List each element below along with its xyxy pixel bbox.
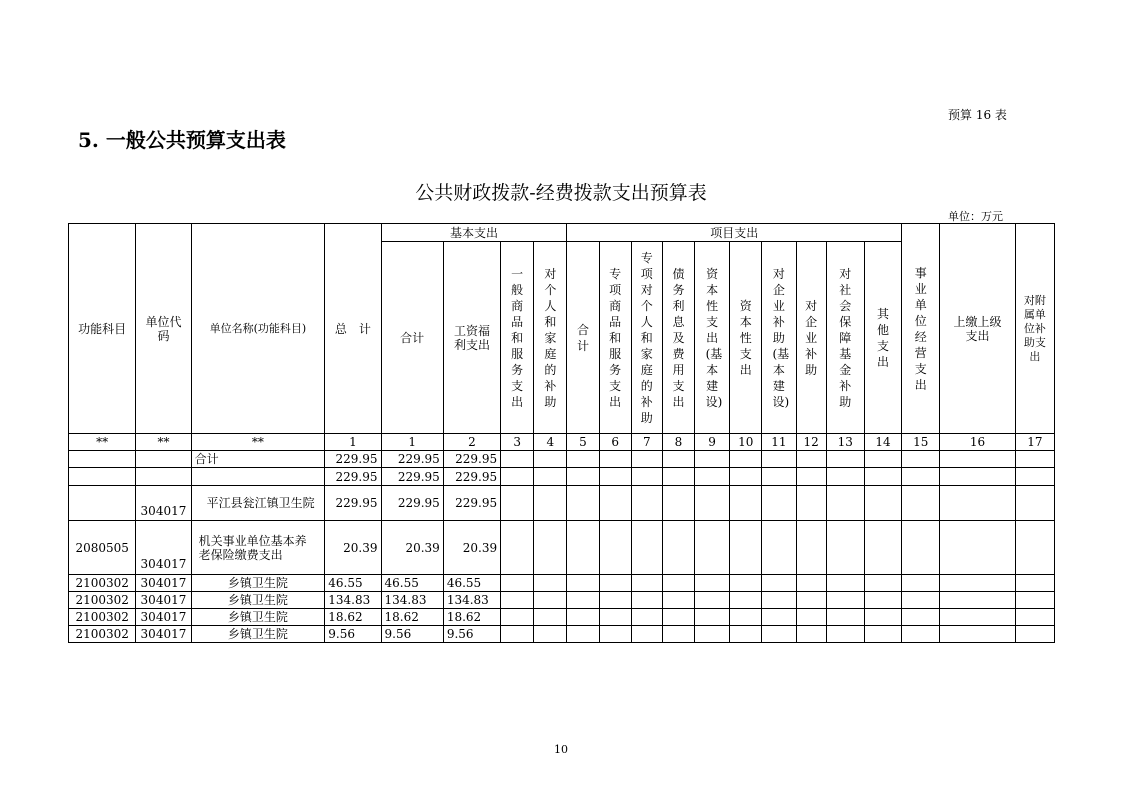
index-cell: 1: [325, 434, 381, 451]
index-cell: 14: [864, 434, 901, 451]
code-cell: [136, 451, 191, 468]
subject-cell: [69, 468, 136, 486]
empty-cell: [940, 575, 1015, 592]
empty-cell: [864, 468, 901, 486]
empty-cell: [940, 468, 1015, 486]
empty-cell: [599, 626, 631, 643]
empty-cell: [599, 451, 631, 468]
empty-cell: [1015, 521, 1054, 575]
header-capital-build: 资本性支出(基本建设): [695, 242, 730, 434]
empty-cell: [902, 521, 940, 575]
empty-cell: [902, 592, 940, 609]
subject-cell: 2100302: [69, 592, 136, 609]
header-unit-name: 单位名称(功能科目): [191, 224, 325, 434]
empty-cell: [730, 521, 762, 575]
name-cell: 平江县瓮江镇卫生院: [191, 486, 325, 521]
empty-cell: [631, 521, 662, 575]
empty-cell: [940, 626, 1015, 643]
empty-cell: [730, 575, 762, 592]
empty-cell: [762, 521, 796, 575]
empty-cell: [762, 592, 796, 609]
empty-cell: [567, 468, 599, 486]
empty-cell: [599, 592, 631, 609]
name-cell: 合计: [191, 451, 325, 468]
empty-cell: [796, 609, 826, 626]
total-cell: 134.83: [325, 592, 381, 609]
empty-cell: [662, 609, 694, 626]
empty-cell: [631, 468, 662, 486]
empty-cell: [864, 451, 901, 468]
empty-cell: [695, 626, 730, 643]
index-cell: 4: [534, 434, 567, 451]
header-goods: 一般商品和服务支出: [501, 242, 534, 434]
empty-cell: [567, 592, 599, 609]
index-cell: 10: [730, 434, 762, 451]
index-cell: **: [69, 434, 136, 451]
name-cell: 乡镇卫生院: [191, 626, 325, 643]
index-cell: 1: [381, 434, 443, 451]
name-cell: 乡镇卫生院: [191, 609, 325, 626]
empty-cell: [864, 609, 901, 626]
table-row: [69, 486, 1055, 521]
empty-cell: [599, 521, 631, 575]
index-cell: 11: [762, 434, 796, 451]
empty-cell: [1015, 592, 1054, 609]
empty-cell: [1015, 609, 1054, 626]
empty-cell: [762, 486, 796, 521]
empty-cell: [1015, 626, 1054, 643]
table-row: [69, 451, 1055, 468]
empty-cell: [534, 486, 567, 521]
header-business: 事业单位经营支出: [902, 224, 940, 434]
empty-cell: [534, 451, 567, 468]
basic-sum-cell: 229.95: [381, 468, 443, 486]
unit-label: 单位：万元: [948, 210, 1003, 223]
table-row: [69, 592, 1055, 609]
empty-cell: [826, 592, 864, 609]
empty-cell: [940, 521, 1015, 575]
code-cell: 304017: [136, 486, 191, 521]
empty-cell: [826, 486, 864, 521]
basic-sum-cell: 134.83: [381, 592, 443, 609]
empty-cell: [796, 592, 826, 609]
empty-cell: [730, 592, 762, 609]
empty-cell: [662, 626, 694, 643]
empty-cell: [695, 468, 730, 486]
empty-cell: [1015, 451, 1054, 468]
empty-cell: [1015, 486, 1054, 521]
header-personal: 对个人和家庭的补助: [534, 242, 567, 434]
empty-cell: [567, 626, 599, 643]
index-cell: **: [191, 434, 325, 451]
empty-cell: [940, 451, 1015, 468]
empty-cell: [1015, 575, 1054, 592]
index-cell: 7: [631, 434, 662, 451]
empty-cell: [730, 451, 762, 468]
empty-cell: [902, 626, 940, 643]
empty-cell: [940, 486, 1015, 521]
subject-cell: [69, 486, 136, 521]
empty-cell: [567, 609, 599, 626]
wages-cell: 134.83: [443, 592, 500, 609]
empty-cell: [730, 609, 762, 626]
index-cell: 17: [1015, 434, 1054, 451]
empty-cell: [864, 521, 901, 575]
empty-cell: [501, 451, 534, 468]
total-cell: 9.56: [325, 626, 381, 643]
empty-cell: [662, 521, 694, 575]
empty-cell: [796, 521, 826, 575]
empty-cell: [534, 468, 567, 486]
basic-sum-cell: 18.62: [381, 609, 443, 626]
wages-cell: 229.95: [443, 486, 500, 521]
index-cell: 2: [443, 434, 500, 451]
empty-cell: [501, 592, 534, 609]
table-row: [69, 609, 1055, 626]
index-cell: 12: [796, 434, 826, 451]
code-cell: [136, 468, 191, 486]
empty-cell: [695, 451, 730, 468]
empty-cell: [695, 575, 730, 592]
header-subject: 功能科目: [69, 224, 136, 434]
header-enterprise-subsidy-build: 对企业补助(基本建设): [762, 242, 796, 434]
code-cell: 304017: [136, 575, 191, 592]
empty-cell: [762, 609, 796, 626]
empty-cell: [902, 468, 940, 486]
empty-cell: [501, 575, 534, 592]
index-cell: 9: [695, 434, 730, 451]
empty-cell: [762, 575, 796, 592]
header-social-security: 对社会保障基金补助: [826, 242, 864, 434]
wages-cell: 18.62: [443, 609, 500, 626]
subject-cell: [69, 451, 136, 468]
empty-cell: [902, 486, 940, 521]
index-cell: 5: [567, 434, 599, 451]
empty-cell: [567, 575, 599, 592]
header-other: 其他支出: [864, 242, 901, 434]
empty-cell: [762, 626, 796, 643]
empty-cell: [730, 626, 762, 643]
header-total: 总 计: [325, 224, 381, 434]
subject-cell: 2100302: [69, 626, 136, 643]
empty-cell: [796, 451, 826, 468]
basic-sum-cell: 229.95: [381, 451, 443, 468]
code-cell: 304017: [136, 592, 191, 609]
empty-cell: [567, 486, 599, 521]
basic-sum-cell: 46.55: [381, 575, 443, 592]
empty-cell: [631, 626, 662, 643]
empty-cell: [940, 609, 1015, 626]
header-project-sum: 合计: [567, 242, 599, 434]
name-cell: 乡镇卫生院: [191, 575, 325, 592]
empty-cell: [826, 521, 864, 575]
empty-cell: [501, 626, 534, 643]
table-row: [69, 575, 1055, 592]
empty-cell: [534, 609, 567, 626]
empty-cell: [534, 575, 567, 592]
empty-cell: [826, 451, 864, 468]
empty-cell: [599, 486, 631, 521]
total-cell: 18.62: [325, 609, 381, 626]
wages-cell: 20.39: [443, 521, 500, 575]
index-row: [69, 434, 1055, 451]
index-cell: 8: [662, 434, 694, 451]
header-project-goods: 专项商品和服务支出: [599, 242, 631, 434]
empty-cell: [631, 609, 662, 626]
table-row: [69, 521, 1055, 575]
index-cell: 3: [501, 434, 534, 451]
empty-cell: [826, 468, 864, 486]
header-basic: 基本支出: [381, 224, 567, 242]
header-affiliate: 对附属单位补助支出: [1015, 224, 1054, 434]
empty-cell: [796, 626, 826, 643]
code-cell: 304017: [136, 609, 191, 626]
wages-cell: 46.55: [443, 575, 500, 592]
empty-cell: [902, 451, 940, 468]
empty-cell: [567, 451, 599, 468]
subject-cell: 2100302: [69, 609, 136, 626]
basic-sum-cell: 9.56: [381, 626, 443, 643]
index-cell: **: [136, 434, 191, 451]
table-row: [69, 626, 1055, 643]
empty-cell: [599, 468, 631, 486]
empty-cell: [501, 609, 534, 626]
empty-cell: [534, 521, 567, 575]
header-project-personal: 专项对个人和家庭的补助: [631, 242, 662, 434]
header-debt: 债务利息及费用支出: [662, 242, 694, 434]
budget-table: [68, 223, 1055, 643]
total-cell: 229.95: [325, 486, 381, 521]
empty-cell: [501, 521, 534, 575]
empty-cell: [730, 468, 762, 486]
empty-cell: [826, 626, 864, 643]
empty-cell: [662, 486, 694, 521]
header-row-1: [69, 224, 1055, 242]
index-cell: 13: [826, 434, 864, 451]
total-cell: 229.95: [325, 468, 381, 486]
total-cell: 229.95: [325, 451, 381, 468]
name-cell: 机关事业单位基本养老保险缴费支出: [191, 521, 325, 575]
empty-cell: [501, 468, 534, 486]
empty-cell: [534, 592, 567, 609]
table-title: 公共财政拨款-经费拨款支出预算表: [415, 182, 707, 204]
empty-cell: [864, 592, 901, 609]
total-cell: 20.39: [325, 521, 381, 575]
page-number: 10: [554, 743, 568, 756]
empty-cell: [864, 486, 901, 521]
empty-cell: [796, 468, 826, 486]
wages-cell: 229.95: [443, 468, 500, 486]
wages-cell: 229.95: [443, 451, 500, 468]
empty-cell: [695, 486, 730, 521]
empty-cell: [662, 451, 694, 468]
header-unit-code: 单位代码: [136, 224, 191, 434]
form-number: 预算 16 表: [948, 108, 1007, 122]
header-enterprise-subsidy: 对企业补助: [796, 242, 826, 434]
empty-cell: [826, 609, 864, 626]
empty-cell: [662, 468, 694, 486]
header-upper: 上缴上级支出: [940, 224, 1015, 434]
empty-cell: [662, 592, 694, 609]
name-cell: 乡镇卫生院: [191, 592, 325, 609]
code-cell: 304017: [136, 626, 191, 643]
header-project: 项目支出: [567, 224, 902, 242]
empty-cell: [631, 451, 662, 468]
empty-cell: [534, 626, 567, 643]
header-basic-sum: 合计: [381, 242, 443, 434]
header-wages: 工资福利支出: [443, 242, 500, 434]
empty-cell: [631, 486, 662, 521]
empty-cell: [695, 592, 730, 609]
empty-cell: [762, 451, 796, 468]
basic-sum-cell: 20.39: [381, 521, 443, 575]
wages-cell: 9.56: [443, 626, 500, 643]
empty-cell: [631, 575, 662, 592]
name-cell: [191, 468, 325, 486]
empty-cell: [864, 626, 901, 643]
code-cell: 304017: [136, 521, 191, 575]
empty-cell: [762, 468, 796, 486]
basic-sum-cell: 229.95: [381, 486, 443, 521]
empty-cell: [940, 592, 1015, 609]
total-cell: 46.55: [325, 575, 381, 592]
empty-cell: [501, 486, 534, 521]
index-cell: 6: [599, 434, 631, 451]
empty-cell: [730, 486, 762, 521]
section-heading: 5. 一般公共预算支出表: [78, 128, 286, 152]
empty-cell: [662, 575, 694, 592]
subject-cell: 2100302: [69, 575, 136, 592]
empty-cell: [796, 575, 826, 592]
empty-cell: [599, 575, 631, 592]
empty-cell: [567, 521, 599, 575]
empty-cell: [695, 609, 730, 626]
empty-cell: [902, 575, 940, 592]
empty-cell: [902, 609, 940, 626]
empty-cell: [599, 609, 631, 626]
header-capital: 资本性支出: [730, 242, 762, 434]
index-cell: 15: [902, 434, 940, 451]
empty-cell: [695, 521, 730, 575]
subject-cell: 2080505: [69, 521, 136, 575]
empty-cell: [796, 486, 826, 521]
index-cell: 16: [940, 434, 1015, 451]
empty-cell: [826, 575, 864, 592]
empty-cell: [1015, 468, 1054, 486]
empty-cell: [864, 575, 901, 592]
table-row: [69, 468, 1055, 486]
empty-cell: [631, 592, 662, 609]
